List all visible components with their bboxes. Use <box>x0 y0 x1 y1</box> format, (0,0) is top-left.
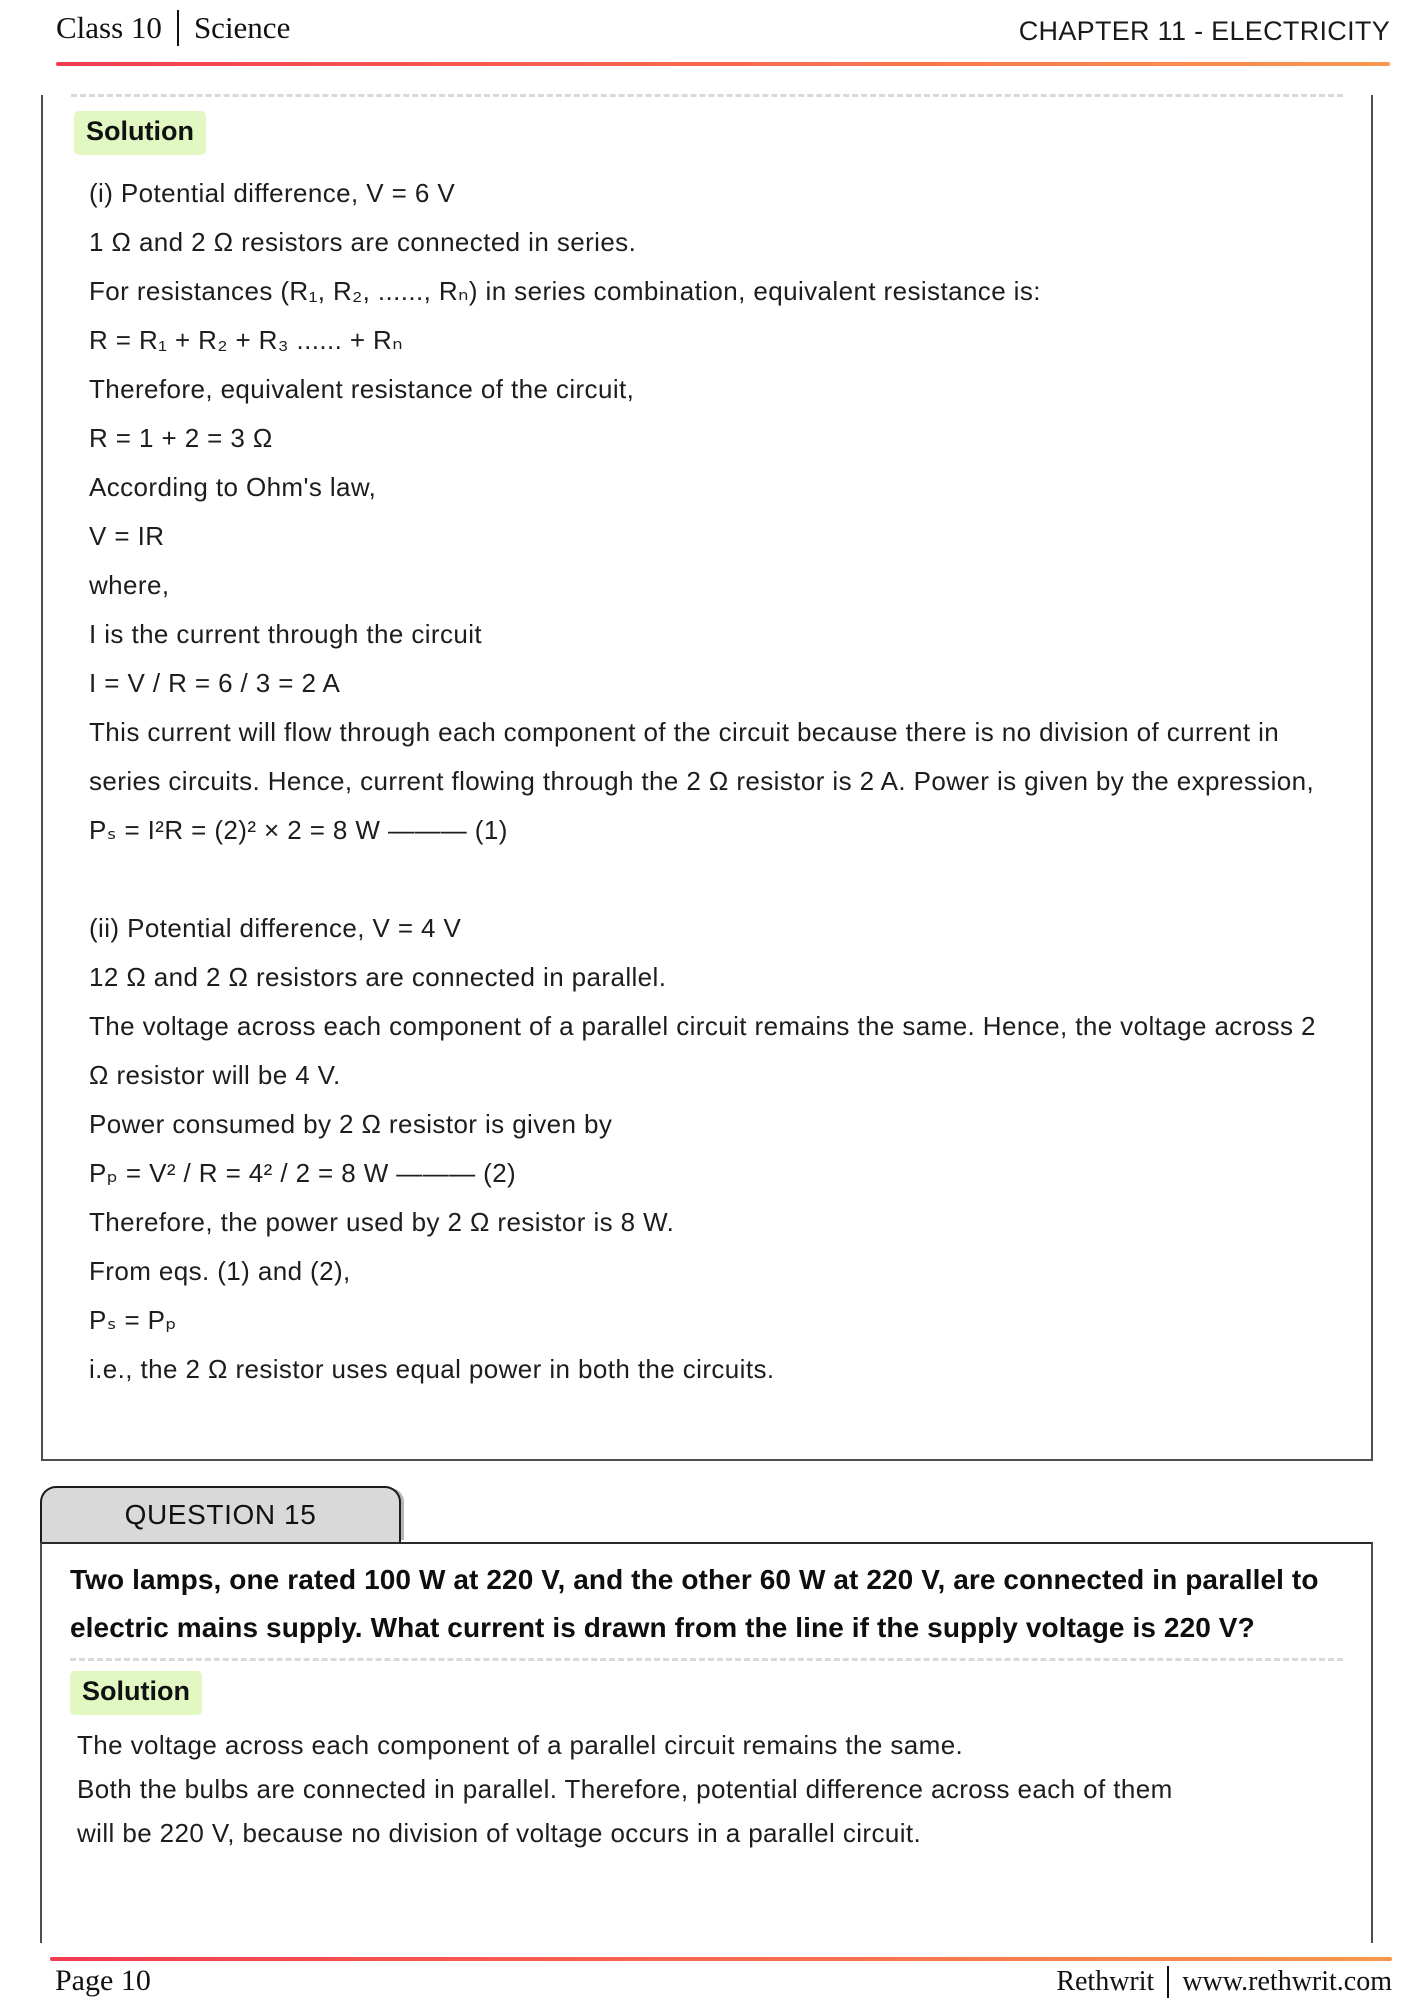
solution-line: Both the bulbs are connected in parallel. Therefore, potential difference across each of them will be 220 V, because no division of voltage occurs in a parallel circuit. <box>77 1774 1173 1848</box>
solution-line: i.e., the 2 Ω resistor uses equal power in both the circuits. <box>89 1354 775 1384</box>
footer-brand-label: Rethwrit <box>1056 1966 1155 1997</box>
footer-divider <box>1167 1966 1169 1998</box>
solution-line: (ii) Potential difference, V = 4 V <box>89 913 462 943</box>
footer-right <box>1056 1966 1392 1998</box>
solution-line: R = R₁ + R₂ + R₃ ...... + Rₙ <box>89 325 403 355</box>
solution-line: R = 1 + 2 = 3 Ω <box>89 423 273 453</box>
question-text: Two lamps, one rated 100 W at 220 V, and the other 60 W at 220 V, are connected in parallel to electric mains supply. What current is drawn from the line if the supply voltage is 220 V? <box>70 1564 1319 1643</box>
question-panel <box>40 1542 1373 1943</box>
solution-line: 12 Ω and 2 Ω resistors are connected in parallel. <box>89 962 667 992</box>
solution-line: From eqs. (1) and (2), <box>89 1256 351 1286</box>
question-tab-label: QUESTION 15 <box>124 1499 317 1530</box>
solution-line: Pₛ = Pₚ <box>89 1305 177 1335</box>
solution-line: Power consumed by 2 Ω resistor is given by <box>89 1109 613 1139</box>
header-left <box>56 10 290 46</box>
footer-site-link[interactable]: www.rethwrit.com <box>1182 1966 1392 1997</box>
header-rule <box>56 62 1390 66</box>
header-chapter-label: CHAPTER 11 - ELECTRICITY <box>1018 16 1390 46</box>
header-subject-label: Science <box>193 10 291 45</box>
solution-line: The voltage across each component of a parallel circuit remains the same. Hence, the voltage across 2 Ω resistor will be 4 V. <box>89 1011 1316 1090</box>
solution2-lines <box>77 1723 1207 1855</box>
solution-line: This current will flow through each component of the circuit because there is no division of current in series circuits. Hence, current flowing through the 2 Ω resistor is 2 A. Power is given by the expression, <box>89 717 1315 796</box>
solution-label: Solution <box>70 1671 202 1715</box>
solution-panel <box>41 95 1373 1461</box>
solution-line: (i) Potential difference, V = 6 V <box>89 178 456 208</box>
footer-page-label: Page 10 <box>55 1964 151 1997</box>
solution-line: The voltage across each component of a parallel circuit remains the same. <box>77 1730 964 1760</box>
question-tab <box>40 1486 401 1542</box>
solution-line: 1 Ω and 2 Ω resistors are connected in series. <box>89 227 637 257</box>
panel-top-dashed-border <box>71 94 1343 97</box>
header-divider <box>177 10 179 46</box>
solution-line: where, <box>89 570 170 600</box>
solution-line: Pₚ = V² / R = 4² / 2 = 8 W ——— (2) <box>89 1158 517 1188</box>
solution-lines <box>89 169 1323 1394</box>
solution-line: For resistances (R₁, R₂, ......, Rₙ) in series combination, equivalent resistance is: <box>89 276 1041 306</box>
solution-line: V = IR <box>89 521 165 551</box>
footer-rule <box>50 1957 1392 1961</box>
solution-line: According to Ohm's law, <box>89 472 377 502</box>
solution-line: I is the current through the circuit <box>89 619 483 649</box>
question-dashed-separator <box>70 1658 1343 1661</box>
header-course-label: Class 10 <box>56 10 162 45</box>
solution-label: Solution <box>74 111 206 155</box>
solution-line: Therefore, equivalent resistance of the circuit, <box>89 374 635 404</box>
solution-line: Pₛ = I²R = (2)² × 2 = 8 W ——— (1) <box>89 815 508 845</box>
solution-line: Therefore, the power used by 2 Ω resistor is 8 W. <box>89 1207 675 1237</box>
solution-line: I = V / R = 6 / 3 = 2 A <box>89 668 341 698</box>
solution-line <box>89 855 1323 904</box>
